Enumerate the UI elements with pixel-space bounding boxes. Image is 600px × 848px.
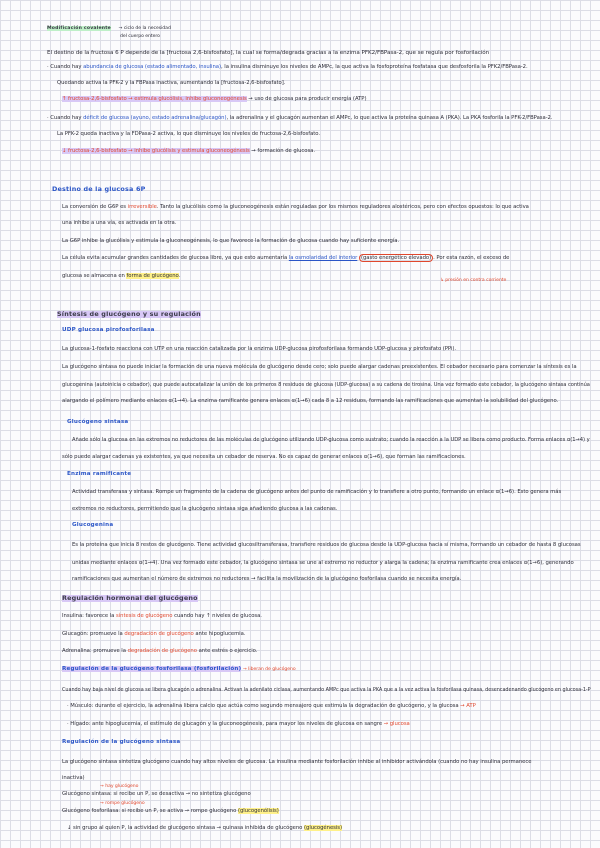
g6p-osmo-lead: La célula evita acumular grandes cantidades de glucosa libre, ya que esto aumentaría [62,255,288,261]
synthesis-sub-glycogenin: Glucogenina [72,522,114,528]
adrenaline-cond: ante estrés o ejercicio. [198,648,258,654]
synthesis-sub-synthase: Glucógeno sintasa [67,419,129,425]
synthesis-sub-branching: Enzima ramificante [67,471,132,477]
covalent-heading: Regulación de la glucógeno fosforilasa (fosforilación) [62,666,242,672]
g6p-line-5 [62,273,180,280]
synthesis-p6: sólo puede alargar cadenas ya existentes, ya que necesita un cebador de reserva. No es capaz de generar enlaces α(1→6), que forman las ramificaciones. [62,454,466,460]
synthase-reg-l3: Glucógeno sintasa: si recibe un P, se desactiva → no sintetiza glucógeno [62,791,251,797]
title-note: → ciclo de la necesidad [118,26,171,31]
synthase-reg-l4 [62,808,279,815]
g6p-glycogen-form: forma de glucógeno [126,273,179,279]
synthase-reg-l2: inactiva) [62,775,85,781]
adrenaline-effect: degradación de glucógeno [127,648,197,654]
synthesis-p7: Actividad transferasa y sintasa. Rompe un fragmento de la cadena de glucógeno antes del punto de ramificación y lo transfiere a otro punto, formando un enlace α(1→6). Esto genera más [72,489,562,495]
g6p-line-4 [62,255,509,262]
page-title: Modificación covalente [47,26,111,31]
g6p-irreversible: irreversible [127,204,157,210]
g6p-osmo-rest: . Por esta razón, el exceso de [433,255,510,261]
hormonal-glucagon [62,631,245,638]
covalent-heading-row [62,666,296,673]
g6p-store-end: . [178,273,181,279]
synthase-text: ↓ sin grupo al quien P, la actividad de glucógeno sintasa → quinasa inhibida de glucógeno [67,825,303,831]
phosphorylase-text: Glucógeno fosforilasa: si recibe un P, se activa → rompe glucógeno [62,808,237,814]
synthesis-p11: ramificaciones que aumentan el número de extremos no reductores → facilita la movilización de la glucógeno fosforilasa cuando se necesita energía. [72,576,462,582]
glucagon-effect: degradación de glucógeno [124,631,194,637]
liver-result: → glucosa [383,721,410,727]
fructose-increase-result: → uso de glucosa para producir energía (ATP) [248,96,367,102]
synthesis-p3: glucogenina (autoinicia o cebador), que puede autocatalizar la unión de los primeros 8 residuos de glucosa (UDP-glucosa) a su cadena de tirosina. Una vez formado este cebador, la glucógeno sintasa continúa [62,382,590,388]
covalent-heading-note: → liberan de glucógeno [242,667,296,672]
adrenaline-lead: Adrenalina: promueve la [62,648,126,654]
glucagon-lead: Glucagón: promueve la [62,631,123,637]
page-title-row [47,25,171,32]
g6p-line-2: una inhibe a una vía, es activada en la otra. [62,220,177,226]
abundance-highlight: abundancia de glucosa (estado alimentado, insulina) [83,64,221,70]
g6p-lead: La conversión de G6P es [62,204,127,210]
g6p-side-note-text: presión en contra corriente [445,278,507,283]
hormonal-adrenaline [62,648,257,655]
synthase-reg-l1: La glucógeno sintasa sintetiza glucógeno cuando hay altos niveles de glucosa. La insulina mediante fosforilación inhibe al inhibidor activándola (cuando no hay insulina permanece [62,759,532,765]
abundance-rest: , la insulina disminuye los niveles de AMPc, la que activa la fosfoproteína fosfatasa que desfosforila la PFK2/FBPasa-2. [221,64,528,70]
synthase-reg-note-a: → hay glucógeno [100,784,139,789]
synthase-reg-note-b: → rompe glucógeno [100,801,145,806]
g6p-heading: Destino de la glucosa 6P [52,185,146,193]
insulin-effect: síntesis de glucógeno [116,613,173,619]
synthesis-p1: La glucosa-1-fosfato reacciona con UTP en una reacción catalizada por la enzima UDP-glucosa pirofosforilasa formando UDP-glucosa y pirofosfato (PPi). [62,346,457,352]
fructose-abundance [47,64,528,71]
title-note-2: del cuerpo entero [120,34,160,39]
abundance-lead: · Cuando hay [47,64,82,70]
g6p-energy-note: (gasto energético elevado) [360,255,432,261]
hormonal-insulin [62,613,262,620]
fructose-increase [62,96,366,103]
synthesis-p9: Es la proteína que inicia 8 restos de glucógeno. Tiene actividad glucosiltransferasa, transfiere residuos de glucosa desde la UDP-glucosa hacia sí misma, formando un cebador de hasta 8 glucosas [72,542,581,548]
g6p-store-lead: glucosa se almacena en [62,273,125,279]
fructose-inactivation: La PFK-2 queda inactiva y la FDPasa-2 activa, lo que disminuye los niveles de fructosa-2,6-bisfosfato. [57,131,321,137]
synthesis-p2: La glucógeno sintasa no puede iniciar la formación de una nueva molécula de glucógeno desde cero; solo puede alargar cadenas preexistentes. El cebador necesario para comenzar la síntesis es la [62,364,577,370]
glucagon-cond: ante hipoglucemia. [195,631,246,637]
covalent-l1: Cuando hay baja nivel de glucosa se libera glucagón o adrenalina. Activan la adenilato ciclasa, aumentando AMPc que activa la PKA que a la vez activa la fosforilasa quinasa, desencadenando glucógeno en glucosa-1-P [62,687,591,693]
hormonal-heading: Regulación hormonal del glucógeno [62,594,198,602]
insulin-lead: Insulina: favorece la [62,613,115,619]
fructose-increase-effect: ↑ fructosa-2,6-bisfosfato → estimula glucólisis, inhibe gluconeogénesis [62,96,247,102]
muscle-result: → ATP [460,703,476,709]
synthase-reg-heading: Regulación de la glucógeno sintasa [62,739,181,745]
synthesis-sub-udp: UDP glucosa pirofosforilasa [62,327,155,333]
g6p-line-1 [62,204,529,211]
synthesis-p8: extremos no reductores, permitiendo que la glucógeno sintasa siga añadiendo glucosa a las cadenas. [72,506,338,512]
g6p-rest: . Tanto la glucólisis como la gluconeogénesis están reguladas por los mismos reguladores alostéricos, pero con efectos opuestos: lo que activa [156,204,529,210]
g6p-side-note [440,277,506,284]
phosphorylase-term: (glucogenólisis) [237,808,279,814]
synthesis-heading: Síntesis de glucógeno y su regulación [57,310,201,318]
insulin-cond: cuando hay ↑ niveles de glucosa. [174,613,262,619]
fructose-decrease [62,148,315,155]
synthesis-p10: unidas mediante enlaces α(1→4). Una vez formado este cebador, la glucógeno sintasa se une al extremo no reductor y alarga la cadena; la enzima ramificante crea enlaces α(1→6), generando [72,560,574,566]
synthase-reg-l5 [67,825,342,832]
fructose-decrease-effect: ↓ fructosa-2,6-bisfosfato → inhibe glucólisis y estimula gluconeogénesis [62,148,250,154]
deficit-highlight: déficit de glucosa (ayuno, estado adrenalina/glucagón) [83,115,227,121]
synthase-term: (glucogénesis) [304,825,343,831]
fructose-decrease-result: → formación de glucosa. [251,148,315,154]
fructose-activation: Quedando activa la PFK-2 y la FBPasa inactiva, aumentando la [fructosa-2,6-bisfosfato]. [57,80,286,86]
covalent-muscle [67,703,476,710]
fructose-intro: El destino de la fructosa 6 P depende de la [fructosa 2,6-bisfosfato], la cual se forma/degrada gracias a la enzima PFK2/FBPasa-2, que se regula por fosforilación [47,50,490,56]
liver-text: · Hígado: ante hipoglucemia, el estímulo de glucagón y la gluconeogénesis, para mayor los niveles de glucosa en sangre [67,721,383,727]
g6p-osmolarity: la osmolaridad del interior [288,255,358,261]
covalent-liver [67,721,410,728]
g6p-line-3: La G6P inhibe la glucólisis y estimula la gluconeogénesis, lo que favorece la formación de glucosa cuando hay suficiente energía. [62,238,400,244]
muscle-text: · Músculo: durante el ejercicio, la adrenalina libera calcio que actúa como segundo mensajero que estimula la degradación de glucógeno, y la glucosa [67,703,459,709]
arrow-icon: ↳ [440,278,446,283]
deficit-rest: , la adrenalina y el glucagón aumentan el AMPc, lo que activa la proteína quinasa A (PKA). La PKA fosforila la PFK-2/FBPasa-2. [226,115,553,121]
deficit-lead: · Cuando hay [47,115,82,121]
fructose-deficit [47,115,553,122]
synthesis-p5: Añade sólo la glucosa en las extremos no reductores de las moléculas de glucógeno utilizando UDP-glucosa como sustrato; cuando la reacción a la UDP se libera como producto. Forma enlaces α(1→4) y [72,437,590,443]
synthesis-p4: alargando el polímero mediante enlaces α(1→4). La enzima ramificante genera enlaces α(1→6) cada 8 a 12 residuos, formando las ramificaciones que aumentan la solubilidad del glucógeno. [62,398,559,404]
